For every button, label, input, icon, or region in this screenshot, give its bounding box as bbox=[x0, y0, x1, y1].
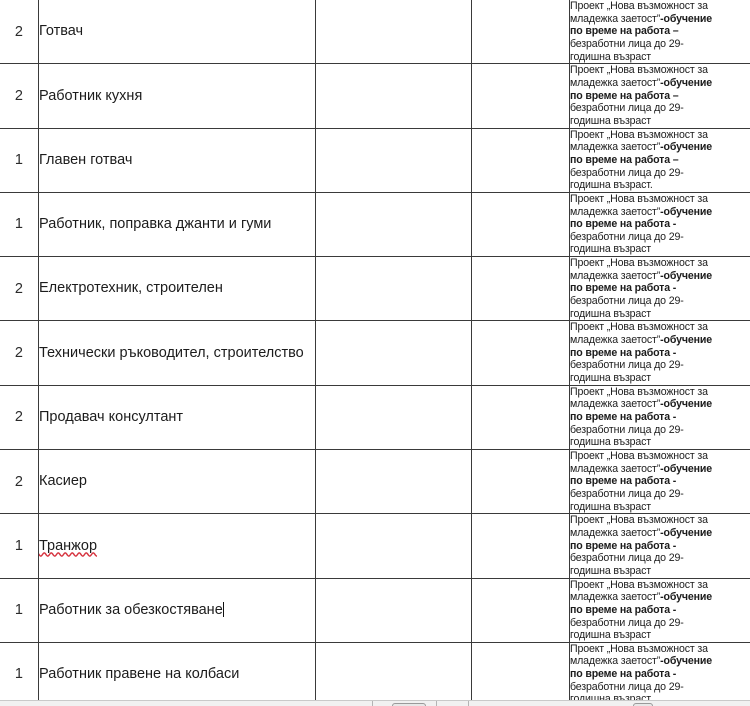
program-text: младежка заетост” bbox=[570, 398, 661, 411]
program-line bbox=[570, 411, 750, 424]
cell-position[interactable] bbox=[39, 128, 316, 192]
cell-blank-second[interactable] bbox=[472, 385, 570, 449]
program-line bbox=[570, 64, 750, 77]
cell-count[interactable]: 2 bbox=[0, 385, 39, 449]
program-line bbox=[570, 604, 750, 617]
program-line bbox=[570, 643, 750, 656]
chrome-tick bbox=[468, 701, 469, 706]
program-line bbox=[570, 565, 750, 578]
program-text: Проект „Нова възможност за bbox=[570, 64, 708, 77]
program-text-bold: -обучение bbox=[660, 334, 712, 347]
program-line bbox=[570, 655, 750, 668]
program-text-bold: -обучение bbox=[660, 462, 712, 475]
program-text-bold: по време на работа - bbox=[570, 603, 677, 616]
program-line bbox=[570, 206, 750, 219]
program-text: младежка заетост” bbox=[570, 655, 661, 668]
program-text: безработни лица до 29- bbox=[570, 616, 684, 629]
cell-program[interactable] bbox=[570, 257, 750, 321]
program-text-bold: по време на работа - bbox=[570, 346, 677, 359]
table-row[interactable] bbox=[0, 257, 750, 321]
program-line bbox=[570, 308, 750, 321]
cell-program[interactable] bbox=[570, 0, 750, 64]
program-text: младежка заетост” bbox=[570, 205, 661, 218]
program-text-bold: по време на работа – bbox=[570, 25, 679, 38]
cell-count[interactable]: 2 bbox=[0, 64, 39, 128]
program-text: годишна възраст bbox=[570, 114, 652, 127]
program-line bbox=[570, 514, 750, 527]
position-text: Главен готвач bbox=[39, 151, 133, 168]
program-line bbox=[570, 681, 750, 694]
cell-count[interactable]: 2 bbox=[0, 257, 39, 321]
table-row[interactable] bbox=[0, 192, 750, 256]
program-text: младежка заетост” bbox=[570, 141, 661, 154]
cell-position[interactable] bbox=[39, 64, 316, 128]
position-text: Технически ръководител, строителство bbox=[39, 344, 304, 361]
program-line bbox=[570, 257, 750, 270]
program-text: Проект „Нова възможност за bbox=[570, 449, 708, 462]
cell-blank-first[interactable] bbox=[316, 257, 472, 321]
program-text-bold: по време на работа - bbox=[570, 218, 677, 231]
program-text-bold: -обучение bbox=[660, 526, 712, 539]
program-line bbox=[570, 617, 750, 630]
program-line bbox=[570, 359, 750, 372]
table-row[interactable] bbox=[0, 514, 750, 578]
program-text: Проект „Нова възможност за bbox=[570, 257, 708, 270]
program-line bbox=[570, 218, 750, 231]
cell-blank-first[interactable] bbox=[316, 0, 472, 64]
cell-position[interactable] bbox=[39, 321, 316, 385]
program-text-bold: по време на работа - bbox=[570, 411, 677, 423]
program-text-bold: -обучение bbox=[660, 76, 712, 89]
program-line bbox=[570, 398, 750, 411]
cell-position[interactable] bbox=[39, 514, 316, 578]
position-text: Продавач консултант bbox=[39, 409, 184, 426]
table-row[interactable] bbox=[0, 578, 750, 642]
program-text-bold: -обучение bbox=[660, 205, 712, 218]
program-line bbox=[570, 243, 750, 256]
program-text: годишна възраст bbox=[570, 372, 652, 385]
program-line bbox=[570, 579, 750, 592]
program-text: младежка заетост” bbox=[570, 269, 661, 282]
program-text: младежка заетост” bbox=[570, 526, 661, 539]
cell-blank-second[interactable] bbox=[472, 0, 570, 64]
program-line bbox=[570, 668, 750, 681]
text-caret bbox=[223, 602, 224, 617]
program-text: безработни лица до 29- bbox=[570, 552, 684, 565]
program-text: безработни лица до 29- bbox=[570, 487, 684, 500]
program-line bbox=[570, 179, 750, 192]
program-text-bold: по време на работа – bbox=[570, 89, 679, 102]
program-text: Проект „Нова възможност за bbox=[570, 192, 708, 205]
program-line bbox=[570, 540, 750, 553]
program-line bbox=[570, 552, 750, 565]
program-line bbox=[570, 115, 750, 128]
program-text: Проект „Нова възможност за bbox=[570, 578, 708, 591]
program-line bbox=[570, 488, 750, 501]
program-text: младежка заетост” bbox=[570, 76, 661, 89]
cell-blank-second[interactable] bbox=[472, 321, 570, 385]
program-line bbox=[570, 347, 750, 360]
program-text: Проект „Нова възможност за bbox=[570, 128, 708, 141]
program-line bbox=[570, 0, 750, 13]
cell-position[interactable] bbox=[39, 578, 316, 642]
program-line bbox=[570, 463, 750, 476]
program-text-bold: -обучение bbox=[660, 12, 712, 25]
program-text-bold: по време на работа - bbox=[570, 539, 677, 552]
cell-blank-first[interactable] bbox=[316, 642, 472, 706]
program-line bbox=[570, 386, 750, 399]
cell-blank-second[interactable] bbox=[472, 642, 570, 706]
program-line bbox=[570, 321, 750, 334]
cell-program[interactable] bbox=[570, 578, 750, 642]
table-row[interactable] bbox=[0, 128, 750, 192]
cell-position[interactable] bbox=[39, 192, 316, 256]
program-text: Проект „Нова възможност за bbox=[570, 321, 708, 334]
program-text: безработни лица до 29- bbox=[570, 166, 684, 179]
cell-blank-first[interactable] bbox=[316, 192, 472, 256]
program-text: младежка заетост” bbox=[570, 591, 661, 604]
cell-blank-first[interactable] bbox=[316, 64, 472, 128]
table-row[interactable] bbox=[0, 64, 750, 128]
cell-blank-first[interactable] bbox=[316, 321, 472, 385]
cell-count[interactable]: 1 bbox=[0, 514, 39, 578]
program-text: годишна възраст bbox=[570, 307, 652, 320]
program-text: годишна възраст bbox=[570, 500, 652, 513]
cell-blank-second[interactable] bbox=[472, 449, 570, 513]
program-text-bold: по време на работа - bbox=[570, 475, 677, 488]
cell-program[interactable] bbox=[570, 514, 750, 578]
table-row[interactable] bbox=[0, 385, 750, 449]
cell-blank-second[interactable] bbox=[472, 128, 570, 192]
program-text: безработни лица до 29- bbox=[570, 423, 684, 436]
cell-program[interactable] bbox=[570, 128, 750, 192]
cell-blank-first[interactable] bbox=[316, 385, 472, 449]
cell-blank-first[interactable] bbox=[316, 449, 472, 513]
program-text: годишна възраст. bbox=[570, 179, 653, 192]
cell-position[interactable] bbox=[39, 449, 316, 513]
position-text: Готвач bbox=[39, 23, 84, 40]
program-line bbox=[570, 591, 750, 604]
position-text: Касиер bbox=[39, 473, 87, 490]
cell-program[interactable] bbox=[570, 385, 750, 449]
program-text: годишна възраст bbox=[570, 629, 652, 642]
cell-program[interactable] bbox=[570, 64, 750, 128]
cell-program[interactable] bbox=[570, 192, 750, 256]
program-text: годишна възраст bbox=[570, 436, 652, 449]
position-text: Транжор bbox=[39, 537, 98, 554]
program-text: годишна възраст bbox=[570, 50, 652, 63]
program-line bbox=[570, 77, 750, 90]
cell-count[interactable]: 1 bbox=[0, 192, 39, 256]
program-line bbox=[570, 90, 750, 103]
program-text: младежка заетост” bbox=[570, 462, 661, 475]
table-row[interactable] bbox=[0, 321, 750, 385]
program-text: Проект „Нова възможност за bbox=[570, 514, 708, 527]
cell-blank-second[interactable] bbox=[472, 578, 570, 642]
program-line bbox=[570, 154, 750, 167]
program-text: безработни лица до 29- bbox=[570, 37, 684, 50]
program-line bbox=[570, 102, 750, 115]
table-row[interactable] bbox=[0, 449, 750, 513]
program-line bbox=[570, 193, 750, 206]
program-line bbox=[570, 38, 750, 51]
cell-count[interactable]: 1 bbox=[0, 578, 39, 642]
program-text-bold: по време на работа – bbox=[570, 153, 679, 166]
cell-count[interactable]: 2 bbox=[0, 321, 39, 385]
program-text: Проект „Нова възможност за bbox=[570, 0, 708, 12]
program-line bbox=[570, 167, 750, 180]
position-text: Работник кухня bbox=[39, 87, 143, 104]
cell-count[interactable]: 2 bbox=[0, 449, 39, 513]
cell-position[interactable] bbox=[39, 385, 316, 449]
program-text-bold: -обучение bbox=[660, 269, 712, 282]
program-text: младежка заетост” bbox=[570, 12, 661, 25]
program-line bbox=[570, 501, 750, 514]
program-line bbox=[570, 436, 750, 449]
cell-program[interactable] bbox=[570, 642, 750, 706]
chrome-tick bbox=[436, 701, 437, 706]
program-text-bold: -обучение bbox=[660, 655, 712, 668]
program-text-bold: -обучение bbox=[660, 591, 712, 604]
chrome-tick bbox=[372, 701, 373, 706]
cell-position[interactable] bbox=[39, 0, 316, 64]
cell-program[interactable] bbox=[570, 449, 750, 513]
program-line bbox=[570, 527, 750, 540]
program-line bbox=[570, 629, 750, 642]
program-line bbox=[570, 282, 750, 295]
cell-program[interactable] bbox=[570, 321, 750, 385]
program-text: безработни лица до 29- bbox=[570, 230, 684, 243]
application-chrome-strip bbox=[0, 700, 750, 706]
cell-blank-second[interactable] bbox=[472, 64, 570, 128]
cell-blank-second[interactable] bbox=[472, 192, 570, 256]
cell-blank-second[interactable] bbox=[472, 257, 570, 321]
position-text: Работник правене на колбаси bbox=[39, 666, 240, 683]
program-text: Проект „Нова възможност за bbox=[570, 385, 708, 398]
program-line bbox=[570, 25, 750, 38]
program-text: безработни лица до 29- bbox=[570, 680, 684, 693]
cell-count[interactable]: 2 bbox=[0, 0, 39, 64]
cell-count[interactable]: 1 bbox=[0, 128, 39, 192]
program-text: безработни лица до 29- bbox=[570, 102, 684, 115]
program-line bbox=[570, 295, 750, 308]
program-line bbox=[570, 475, 750, 488]
program-text: годишна възраст bbox=[570, 243, 652, 256]
position-text: Работник за обезкостяване bbox=[39, 601, 223, 618]
program-line bbox=[570, 231, 750, 244]
position-text: Работник, поправка джанти и гуми bbox=[39, 216, 272, 233]
cell-blank-second[interactable] bbox=[472, 514, 570, 578]
program-text: годишна възраст bbox=[570, 564, 652, 577]
program-text-bold: -обучение bbox=[660, 398, 712, 411]
program-line bbox=[570, 424, 750, 437]
program-text-bold: по време на работа - bbox=[570, 282, 677, 295]
cell-blank-first[interactable] bbox=[316, 514, 472, 578]
cell-count[interactable]: 1 bbox=[0, 642, 39, 706]
program-text: безработни лица до 29- bbox=[570, 295, 684, 308]
program-line bbox=[570, 450, 750, 463]
program-line bbox=[570, 141, 750, 154]
program-line bbox=[570, 129, 750, 142]
program-line bbox=[570, 13, 750, 26]
position-text: Електротехник, строителен bbox=[39, 280, 223, 297]
cell-position[interactable] bbox=[39, 642, 316, 706]
program-text-bold: по време на работа - bbox=[570, 668, 677, 681]
program-line bbox=[570, 270, 750, 283]
cell-blank-first[interactable] bbox=[316, 128, 472, 192]
program-text: младежка заетост” bbox=[570, 334, 661, 347]
cell-position[interactable] bbox=[39, 257, 316, 321]
table-row[interactable] bbox=[0, 0, 750, 64]
table-row[interactable] bbox=[0, 642, 750, 706]
program-line bbox=[570, 51, 750, 64]
cell-blank-first[interactable] bbox=[316, 578, 472, 642]
program-line bbox=[570, 372, 750, 385]
program-line bbox=[570, 334, 750, 347]
program-text: Проект „Нова възможност за bbox=[570, 642, 708, 655]
program-text-bold: -обучение bbox=[660, 141, 712, 154]
program-text: безработни лица до 29- bbox=[570, 359, 684, 372]
